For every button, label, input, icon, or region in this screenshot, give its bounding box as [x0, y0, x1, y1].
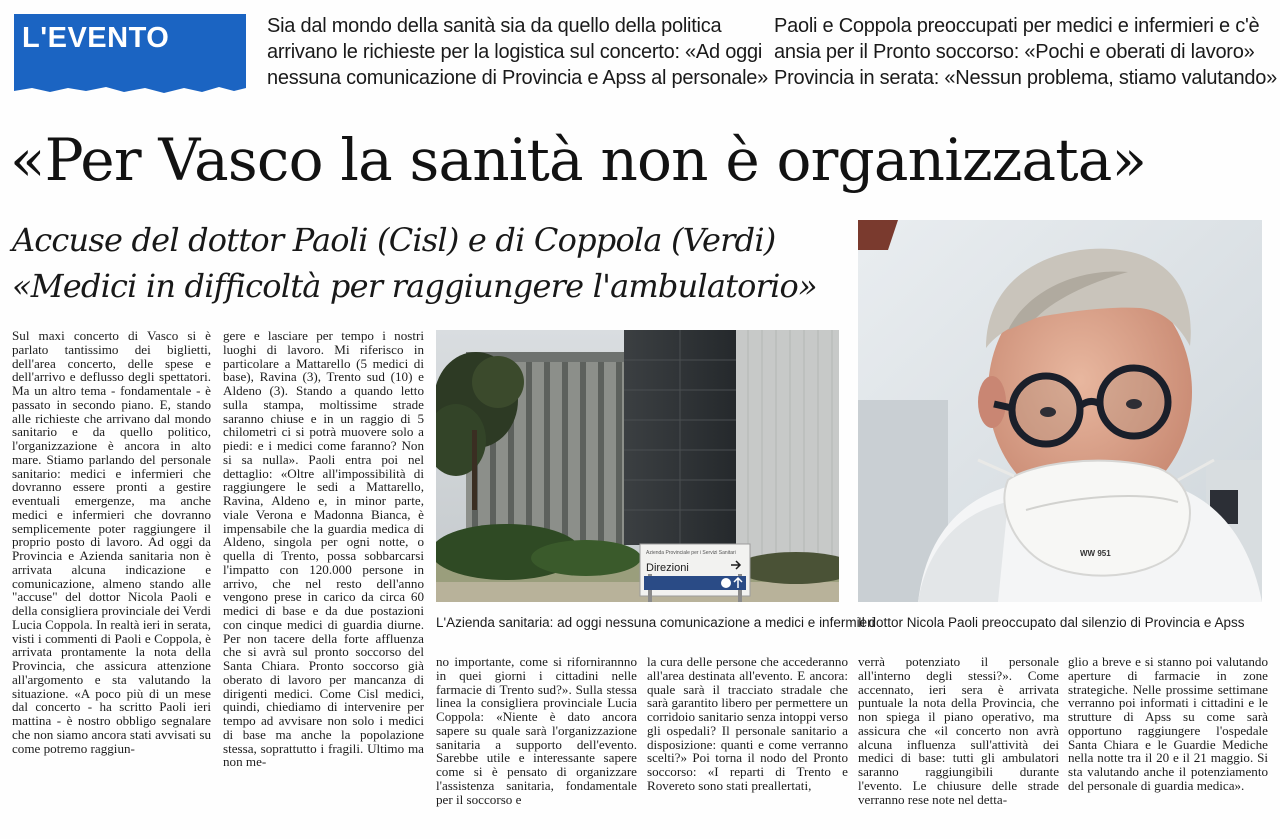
- subheadline-1: Accuse del dottor Paoli (Cisl) e di Coppola (Verdi): [12, 221, 776, 259]
- photo-hospital-building: [436, 330, 839, 602]
- section-tag: [14, 14, 246, 84]
- sign-small-text: Azienda Provinciale per i Servizi Sanitari: [646, 550, 736, 556]
- portrait-illustration: [858, 220, 1262, 602]
- column-text: verrà potenziato il personale all'interno degli stessi?». Come accennato, ieri sera è arrivata puntuale la nota della Provincia, che non spiega il piano operativo, ma assicura che «il concerto non avrà alcuna influenza sull'attività dei medici di base: tutti gli ambulatori saranno raggiungibili durante l'evento. Le chiusure delle strade verranno rese note nel detta-: [858, 655, 1059, 807]
- deck-left-line: nessuna comunicazione di Provincia e Apss al personale»: [267, 67, 769, 89]
- article-column-3: [436, 655, 637, 837]
- column-text: no importante, come si rifornirannno in quei giorni i cittadini nelle farmacie di Trento sud?». Sulla stessa linea la consigliera provinciale Lucia Coppola: «Niente è dato ancora sapere su quale sarà l'organizzazione sanitaria a supporto dell'evento. Sarebbe utile e interessante sapere come si è pensato di organizzare l'assistenza sanitaria, fondamentale per il soccorso e: [436, 655, 637, 807]
- accessibility-icon: [721, 578, 731, 588]
- article-column-2: [223, 329, 424, 837]
- article-column-4: [647, 655, 848, 837]
- deck-left: [267, 13, 769, 91]
- deck-right-line: Provincia in serata: «Nessun problema, stiamo valutando»: [774, 67, 1277, 89]
- sign-label: Direzioni: [646, 562, 689, 574]
- column-text: Sul maxi concerto di Vasco si è parlato tantissimo dei biglietti, dell'area concerto, delle spese e dell'arrivo e deflusso degli spettatori. Ma un altro tema - fondamentale - è passato in secondo piano. E, stando alle richieste che arrivano dal mondo sanitario e da quello politico, l'organizzazione è ancora in alto mare. Stiamo parlando del personale sanitario: medici e infermieri che dovranno essere pronti a gestire eventuali emergenze, ma anche medici e infermieri che dovranno semplicemente poter raggiungere il proprio posto di lavoro. Ad oggi da Provincia e Azienda sanitaria non è arrivata alcuna indicazione e comunicazione, almeno stando alle "accuse" del dottor Nicola Paoli e della consigliera provinciale dei Verdi Lucia Coppola. In realtà ieri in serata, visti i commenti di Paoli e Coppola, è arrivata prontamente la nota della Provincia, che assicura attenzione all'argomento e sta valutando la situazione. «A poco più di un mese dal concerto - ha scritto Paoli ieri mattina - è nostro obbligo segnalare che non siamo ancora stati avvisati su come potremo raggiun-: [12, 329, 211, 756]
- deck-right-line: Paoli e Coppola preoccupati per medici e infermieri e c'è: [774, 15, 1260, 37]
- subheadline-2: «Medici in difficoltà per raggiungere l'ambulatorio»: [12, 267, 817, 305]
- deck-left-line: arrivano le richieste per la logistica sul concerto: «Ad oggi: [267, 41, 763, 63]
- headline: «Per Vasco la sanità non è organizzata»: [10, 126, 1147, 194]
- deck-left-line: Sia dal mondo della sanità sia da quello della politica: [267, 15, 722, 37]
- column-text: la cura delle persone che accederanno all'area destinata all'evento. E ancora: quale sarà il tracciato stradale che sarà garantito libero per permettere un corridoio sanitario senza intoppi verso gli ospedali? Il personale sanitario a disposizione: quanti e come verranno scelti?» Poi torna il nodo del Pronto soccorso: «I reparti di Trento e Rovereto sono stati preallertati,: [647, 655, 848, 793]
- article-column-1: [12, 329, 211, 837]
- column-text: gere e lasciare per tempo i nostri luoghi di lavoro. Mi riferisco in particolare a Mattarello (5 medici di base), Ravina (3), Trento sud (10) e Aldeno (3). Stando a quando letto sulla stampa, moltissime strade saranno chiuse e in un raggio di 5 chilometri ci si potrà muovere solo a piedi: e i medici come faranno? Non si sa nulla». Paoli entra poi nel dettaglio: «Oltre all'impossibilità di raggiungere le sedi a Mattarello, Ravina, Aldeno e, in minor parte, viale Verona e Madonna Bianca, è impensabile che la guardia medica di Aldeno, singola per ogni notte, o quella di Trento, possa sobbarcarsi l'impatto con 120.000 persone in arrivo, che nel resto dell'anno vengono prese in carico da circa 60 medici di base e da due postazioni con cinque medici di guardia diurne. Per non tacere della forte affluenza che si avrà sul pronto soccorso del Santa Chiara. Pronto soccorso già oberato di lavoro per mancanza di dirigenti medici. Come Cisl medici, quindi, chiediamo di intervenire per tempo ad avvisare non solo i medici di base ma anche la popolazione stessa, soprattutto i fragili. Ultimo ma non me-: [223, 329, 424, 770]
- column-text: glio a breve e si stanno poi valutando aperture di farmacie in zone strategiche. Nelle prossime settimane verranno poi informati i cittadini e le strutture di Apss su come sarà opportuno raggiungere l'ospedale Santa Chiara e le Guardie Mediche nella notte tra il 20 e il 21 maggio. Si sta valutando anche il potenziamento del personale di guardia medica».: [1068, 655, 1268, 793]
- section-tag-label: L'EVENTO: [22, 22, 170, 54]
- building-illustration: [436, 330, 839, 602]
- photo-doctor-portrait: [858, 220, 1262, 602]
- torn-edge: [14, 82, 246, 96]
- article-column-6: [1068, 655, 1268, 837]
- caption-doctor: Il dottor Nicola Paoli preoccupato dal silenzio di Provincia e Apss: [858, 615, 1245, 630]
- deck-right: [774, 13, 1277, 91]
- deck-right-line: ansia per il Pronto soccorso: «Pochi e oberati di lavoro»: [774, 41, 1255, 63]
- mask-marking: WW 951: [1080, 549, 1111, 558]
- article-column-5: [858, 655, 1059, 837]
- caption-hospital: L'Azienda sanitaria: ad oggi nessuna comunicazione a medici e infermieri: [436, 615, 875, 630]
